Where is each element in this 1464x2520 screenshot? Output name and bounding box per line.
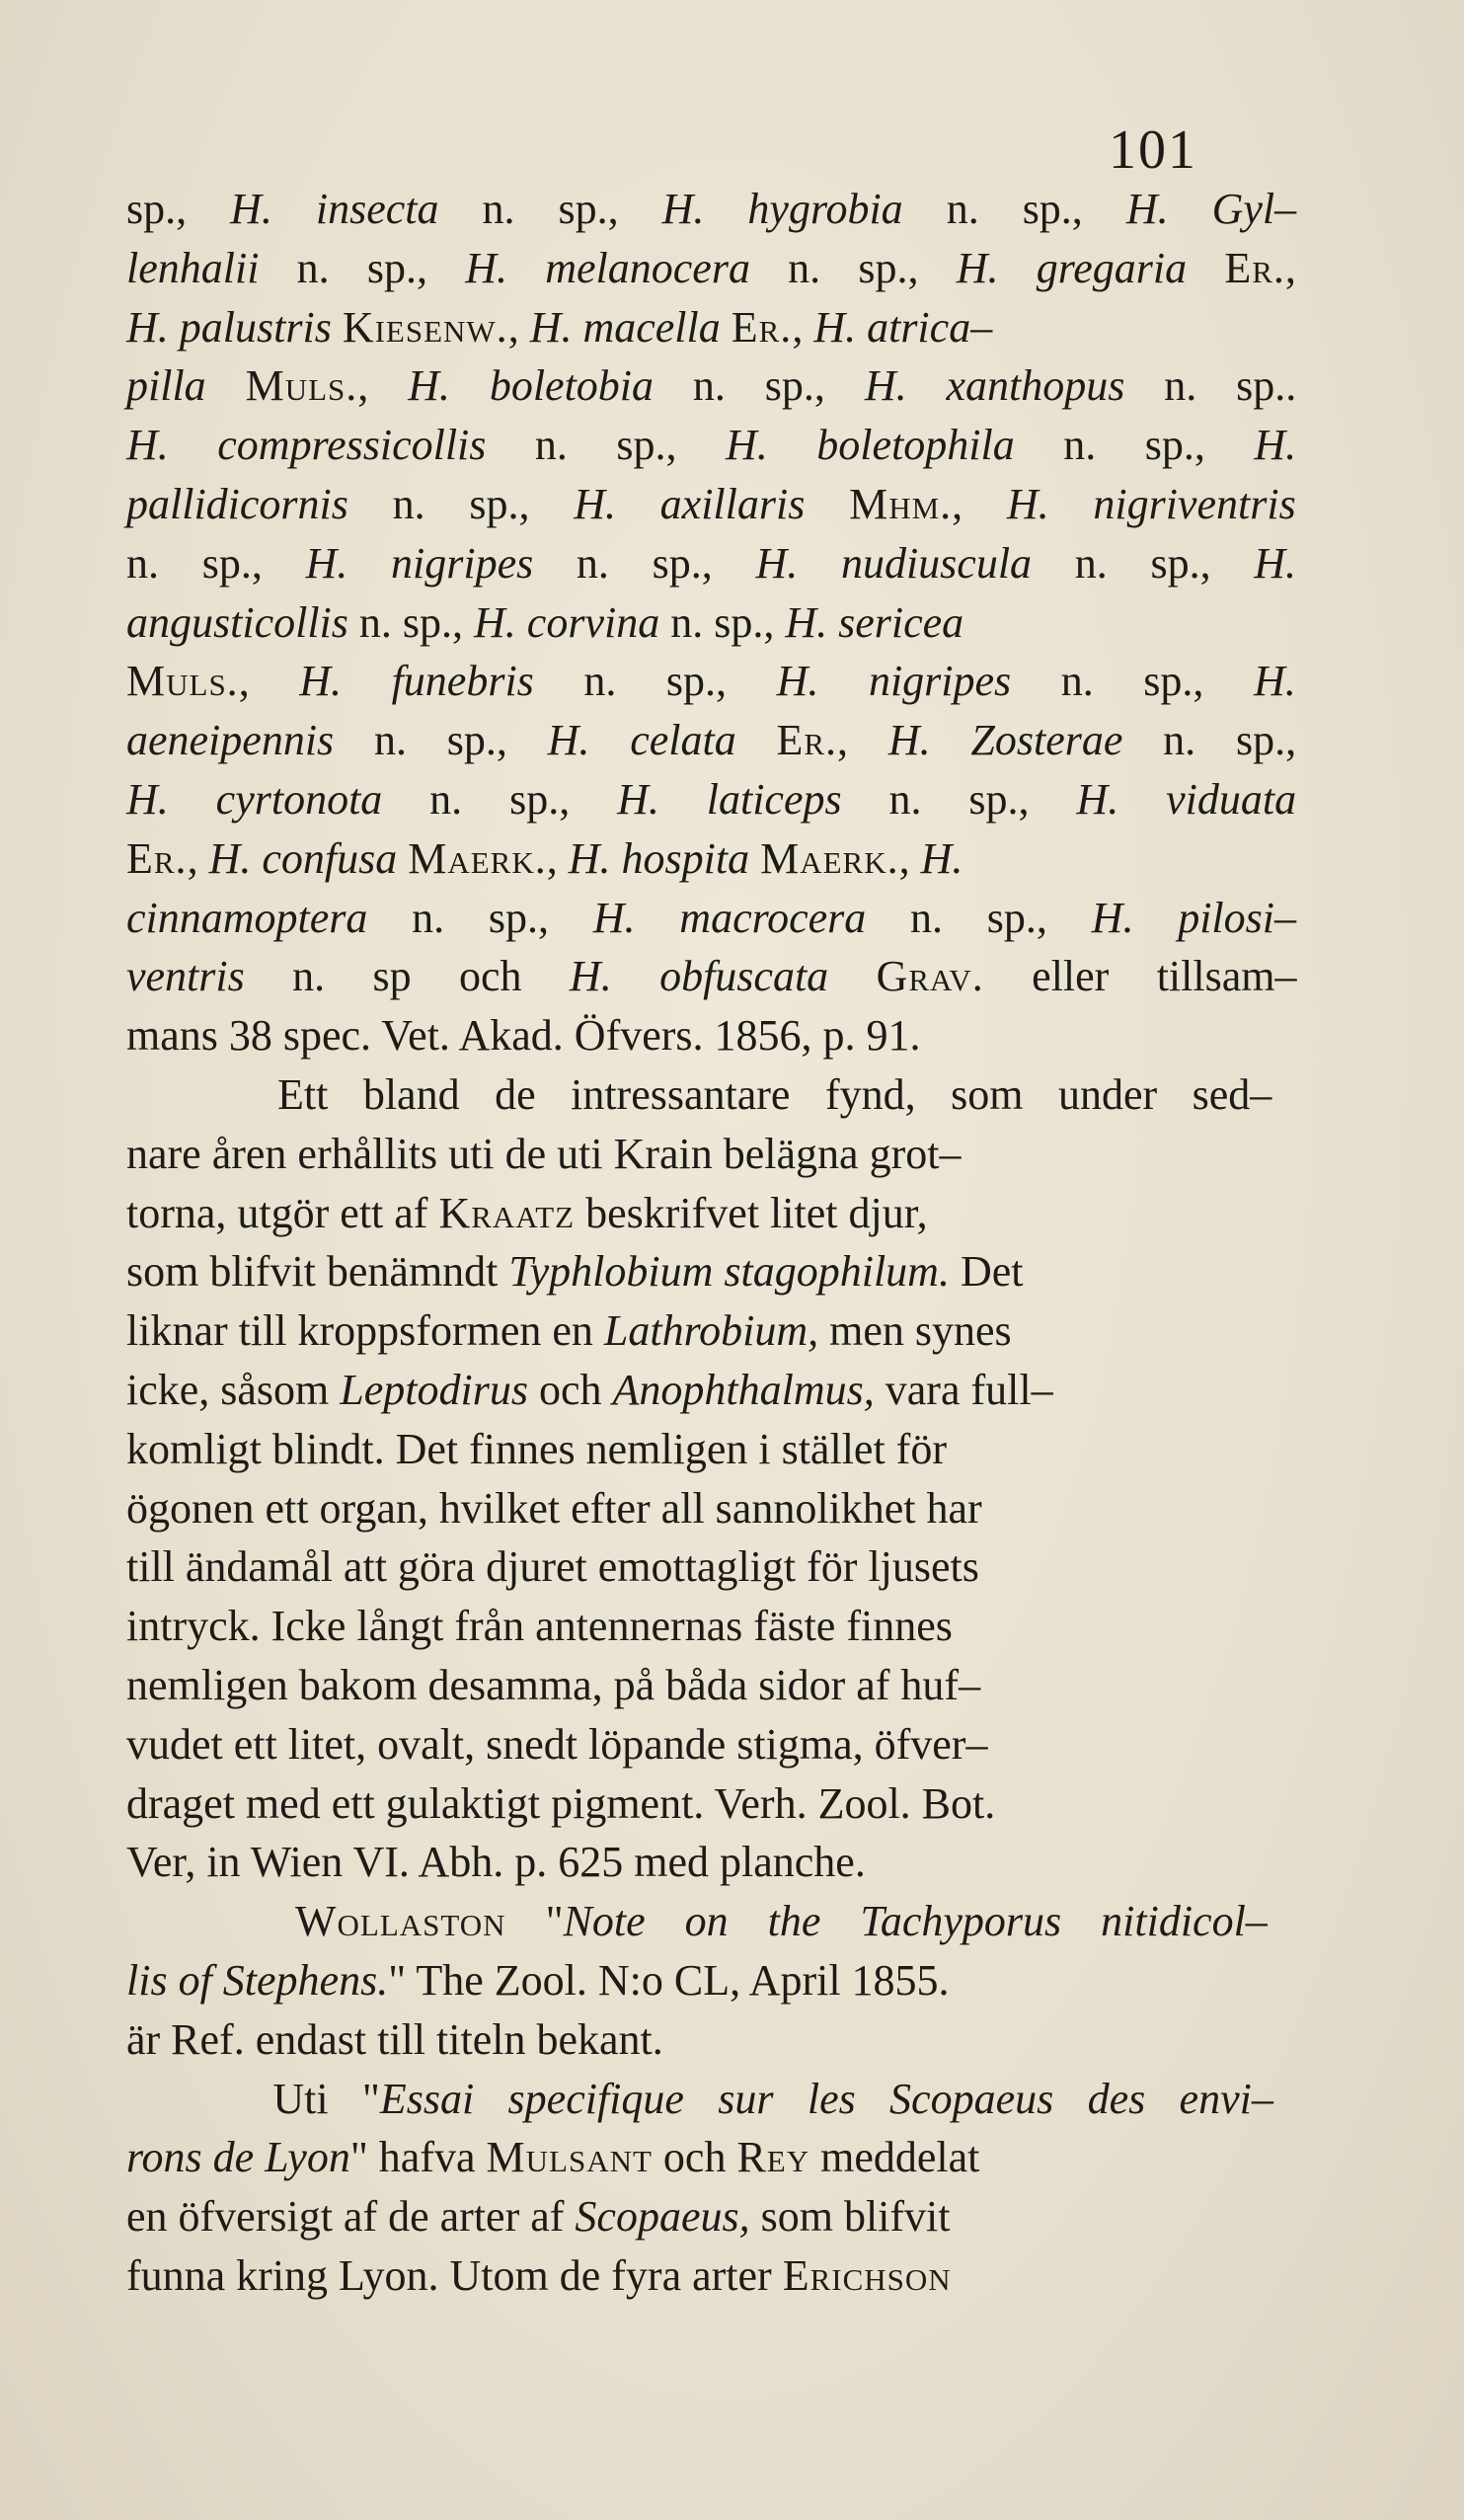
text-run: , [792, 302, 814, 352]
text-line [126, 1597, 1296, 1656]
italic-run: H. laticeps [617, 774, 842, 824]
page-number: 101 [1109, 119, 1197, 181]
text-run: n. sp., [1032, 538, 1255, 588]
text-run: n. sp., [334, 716, 548, 765]
text-run: n. sp., [533, 657, 777, 706]
text-run: intryck. Icke långt från antennernas fäste finnes [126, 1602, 953, 1651]
text-line [126, 2187, 1296, 2246]
italic-run: Scopaeus, [575, 2192, 750, 2242]
text-run: " hafva [349, 2133, 487, 2182]
text-run: men synes [818, 1306, 1012, 1356]
text-run: n. sp och [244, 952, 570, 1001]
text-run: en öfversigt af de arter af [126, 2192, 576, 2242]
text-run: , [898, 833, 921, 883]
text-run: är Ref. endast till titeln bekant. [126, 2014, 663, 2064]
text-run: n. sp., [533, 538, 756, 588]
text-run: n. sp., [382, 774, 618, 824]
text-run: Uti " [126, 2074, 380, 2123]
text-run [332, 303, 343, 352]
small-caps-run: Er. [1224, 243, 1285, 292]
small-caps-run: Wollaston [295, 1897, 506, 1946]
text-line [126, 1006, 1296, 1065]
text-line [126, 1125, 1296, 1184]
text-run: mans 38 spec. Vet. Akad. Öfvers. 1856, p. 91. [126, 1011, 921, 1061]
italic-run: H. nigriventris [1006, 479, 1296, 528]
text-run [721, 303, 732, 352]
small-caps-run: Erichson [782, 2250, 952, 2300]
italic-run: H. boletophila [726, 421, 1015, 470]
text-run: meddelat [809, 2133, 980, 2182]
small-caps-run: Er. [731, 302, 793, 352]
text-line [126, 1184, 1296, 1243]
italic-run: H. confusa [208, 833, 398, 883]
italic-run: lis of Stephens. [126, 1955, 389, 2005]
text-line [126, 711, 1296, 770]
text-run: n. sp., [259, 243, 466, 292]
text-line [126, 2070, 1296, 2129]
text-run: vudet ett litet, ovalt, snedt löpande stigma, öfver– [126, 1719, 988, 1769]
small-caps-run: Muls. [126, 657, 239, 706]
italic-run: H. [1254, 421, 1297, 470]
text-line [126, 1774, 1296, 1834]
text-line [126, 770, 1296, 829]
small-caps-run: Maerk. [408, 833, 547, 883]
text-line [126, 1892, 1296, 1951]
text-line [126, 1951, 1296, 2010]
text-line [126, 1537, 1296, 1597]
text-line [126, 593, 1296, 653]
text-run: sp., [126, 185, 231, 233]
text-run: " The Zool. N:o CL, April 1855. [388, 1955, 950, 2005]
text-run: beskrifvet litet djur, [575, 1188, 928, 1237]
text-line [126, 652, 1296, 711]
italic-run: aeneipennis [126, 716, 335, 765]
text-run: , [238, 657, 300, 706]
italic-run: H. Zosterae [887, 716, 1123, 765]
text-run: , [952, 479, 1007, 528]
italic-run: Note on the Tachyporus nitidicol– [563, 1897, 1268, 1946]
text-line [126, 416, 1296, 475]
italic-run: H. [1254, 538, 1297, 588]
small-caps-run: Maerk. [760, 833, 899, 883]
text-run: som blifvit [749, 2192, 951, 2242]
small-caps-run: Er. [776, 716, 838, 765]
text-run: torna, utgör ett af [126, 1188, 439, 1237]
italic-run: H. obfuscata [569, 952, 829, 1001]
italic-run: H. celata [547, 716, 736, 765]
text-run: som blifvit benämndt [126, 1247, 509, 1297]
text-run: n. sp., [654, 361, 865, 411]
text-run: till ändamål att göra djuret emottagligt för ljusets [126, 1542, 979, 1592]
text-line [126, 534, 1296, 593]
text-run: Ver, in Wien VI. Abh. p. 625 med planche. [126, 1838, 866, 1887]
text-line [126, 2246, 1296, 2306]
text-line [126, 356, 1296, 416]
text-run [206, 361, 246, 410]
text-run: draget med ett gulaktigt pigment. Verh. Zool. Bot. [126, 1778, 996, 1828]
italic-run: H. macella [529, 302, 721, 352]
text-run: eller tillsam– [983, 952, 1297, 1001]
text-run: n. sp., [1122, 716, 1297, 765]
text-run: n. sp., [347, 479, 575, 528]
text-line [126, 239, 1296, 298]
text-run: , [1284, 243, 1296, 292]
text-line [126, 2128, 1296, 2187]
text-line [126, 298, 1296, 357]
italic-run: Leptodirus [340, 1365, 528, 1414]
italic-run: H. hospita [568, 833, 750, 883]
text-run: n. sp., [659, 597, 786, 647]
italic-run: rons de Lyon [126, 2133, 350, 2182]
text-run [736, 716, 777, 764]
text-run: n. sp., [486, 421, 727, 470]
italic-run: H. Gyl– [1125, 185, 1297, 233]
text-run: icke, såsom [126, 1365, 341, 1414]
text-line [126, 1833, 1296, 1892]
text-run: n. sp., [749, 243, 957, 292]
italic-run: H. corvina [474, 597, 660, 647]
text-run: ögonen ett organ, hvilket efter all sannolikhet har [126, 1483, 982, 1533]
text-run: , [837, 716, 888, 765]
italic-run: lenhalii [126, 243, 260, 292]
text-line [126, 180, 1296, 239]
text-run: , [507, 302, 530, 352]
italic-run: H. atrica– [813, 302, 993, 352]
text-run: n. sp., [126, 538, 306, 588]
italic-run: cinnamoptera [126, 893, 368, 942]
text-run [126, 1897, 295, 1945]
text-run: Det [949, 1247, 1024, 1297]
text-run: funna kring Lyon. Utom de fyra arter [126, 2250, 783, 2300]
text-line [126, 1361, 1296, 1420]
text-run: och [528, 1365, 613, 1414]
small-caps-run: Rey [736, 2133, 810, 2182]
text-run [749, 834, 760, 883]
text-run: n. sp.. [1124, 361, 1297, 411]
italic-run: H. nudiuscula [755, 538, 1033, 588]
italic-run: H. sericea [785, 597, 964, 647]
small-caps-run: Er. [126, 833, 188, 883]
italic-run: H. nigripes [776, 657, 1012, 706]
text-run: , [546, 833, 569, 883]
text-run: nare åren erhållits uti de uti Krain belägna grot– [126, 1129, 962, 1178]
text-line [126, 475, 1296, 534]
text-run: Ett bland de intressantare fynd, som under sed– [126, 1069, 1272, 1119]
text-run: och [652, 2133, 737, 2182]
italic-run: H. hygrobia [661, 185, 903, 233]
text-line [126, 1715, 1296, 1774]
text-run: n. sp., [902, 185, 1126, 233]
small-caps-run: Mhm. [849, 479, 953, 528]
italic-run: Typhlobium stagophilum. [508, 1247, 950, 1297]
italic-run: H. insecta [230, 185, 439, 233]
text-run: n. sp., [841, 774, 1077, 824]
text-run [805, 480, 849, 528]
italic-run: ventris [126, 952, 245, 1001]
italic-run: Anophthalmus, [612, 1365, 875, 1414]
italic-run: H. [1253, 657, 1296, 706]
text-run: n. sp., [1011, 657, 1254, 706]
italic-run: pallidicornis [126, 479, 348, 528]
italic-run: H. boletobia [408, 361, 655, 411]
italic-run: angusticollis [126, 597, 348, 647]
italic-run: H. cyrtonota [126, 774, 383, 824]
text-line [126, 2010, 1296, 2070]
body-text [126, 180, 1296, 2306]
italic-run: Essai specifique sur les Scopaeus des envi– [379, 2074, 1273, 2123]
text-run [828, 952, 876, 1000]
text-line [126, 1479, 1296, 1538]
text-line [126, 889, 1296, 948]
italic-run: H. pilosi– [1091, 893, 1296, 942]
italic-run: H. nigripes [305, 538, 534, 588]
text-run: n. sp., [1014, 421, 1255, 470]
text-run: n. sp., [367, 893, 593, 942]
italic-run: H. funebris [299, 657, 534, 706]
text-run: komligt blindt. Det finnes nemligen i stället för [126, 1424, 947, 1473]
italic-run: H. palustris [126, 302, 332, 352]
text-run: n. sp., [438, 185, 662, 233]
text-line [126, 1065, 1296, 1125]
italic-run: H. gregaria [956, 243, 1188, 292]
italic-run: H. axillaris [574, 479, 806, 528]
text-run: vara full– [874, 1365, 1053, 1414]
small-caps-run: Kraatz [438, 1188, 576, 1237]
text-line [126, 1301, 1296, 1361]
text-run: " [505, 1897, 564, 1946]
italic-run: H. [920, 833, 963, 883]
text-run: liknar till kroppsformen en [126, 1306, 604, 1356]
italic-run: H. compressicollis [126, 421, 487, 470]
text-line [126, 1420, 1296, 1479]
text-run [397, 834, 408, 883]
italic-run: H. xanthopus [864, 361, 1125, 411]
small-caps-run: Muls. [245, 361, 358, 411]
text-run: n. sp., [866, 893, 1092, 942]
text-run [1187, 244, 1224, 292]
text-line [126, 1656, 1296, 1715]
text-line [126, 947, 1296, 1006]
italic-run: Lathrobium, [603, 1306, 819, 1356]
text-line [126, 829, 1296, 889]
italic-run: H. macrocera [592, 893, 867, 942]
text-run: , [357, 361, 409, 411]
text-run: n. sp., [347, 597, 475, 647]
italic-run: pilla [126, 361, 206, 411]
small-caps-run: Mulsant [486, 2133, 653, 2182]
italic-run: H. viduata [1076, 774, 1297, 824]
text-run: nemligen bakom desamma, på båda sidor af huf– [126, 1660, 981, 1709]
small-caps-run: Kiesenw. [342, 302, 508, 352]
small-caps-run: Grav. [876, 952, 984, 1001]
text-line [126, 1242, 1296, 1301]
italic-run: H. melanocera [465, 243, 750, 292]
text-run: , [187, 833, 209, 883]
